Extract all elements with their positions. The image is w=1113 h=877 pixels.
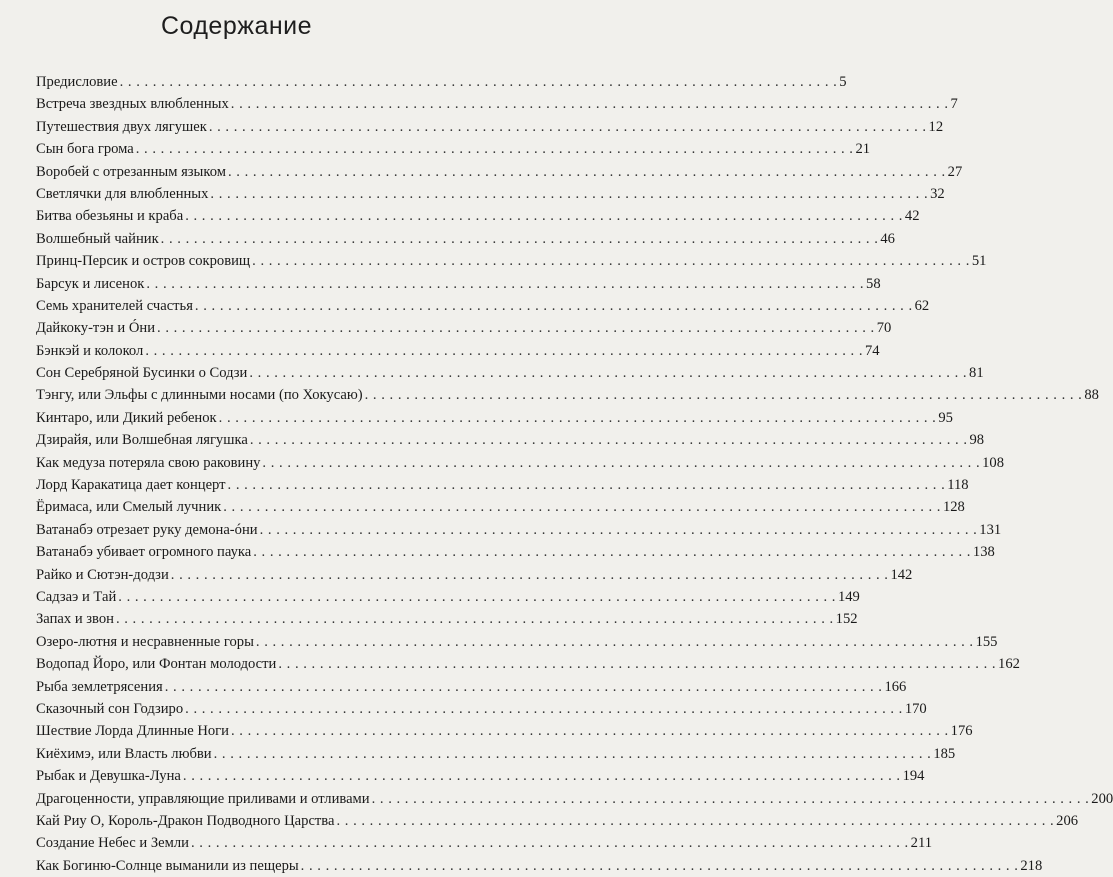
toc-entry-title: Кинтаро, или Дикий ребенок: [36, 409, 217, 426]
toc-entry-page-number: 131: [979, 521, 1002, 538]
dot-leader: [231, 93, 949, 115]
toc-entry: [36, 384, 1099, 406]
toc-entry-title: Как Богиню-Солнце выманили из пещеры: [36, 857, 299, 874]
toc-entry-title: Предисловие: [36, 74, 118, 90]
toc-entry: [36, 653, 1020, 675]
toc-entry-title: Волшебный чайник: [36, 230, 159, 247]
dot-leader: [145, 340, 863, 362]
toc-entry-page-number: 185: [933, 745, 956, 762]
toc-entry: [36, 496, 965, 518]
toc-entry: [36, 161, 963, 183]
toc-entry-page-number: 166: [884, 678, 907, 695]
toc-entry-page-number: 51: [971, 253, 987, 270]
table-of-contents: [36, 71, 1113, 877]
dot-leader: [249, 362, 967, 384]
toc-entry-title: Дзирайя, или Волшебная лягушка: [36, 432, 248, 449]
page-title: Содержание: [160, 12, 313, 40]
toc-entry-title: Светлячки для влюбленных: [36, 185, 209, 202]
toc-entry-page-number: 12: [928, 118, 944, 135]
toc-entry: [36, 362, 984, 384]
toc-entry-title: Принц-Персик и остров сокровищ: [36, 253, 251, 270]
toc-entry-title: Озеро-лютня и несравненные горы: [36, 633, 254, 650]
toc-entry: [36, 228, 895, 250]
toc-entry: [36, 564, 913, 586]
toc-entry: [36, 452, 1004, 474]
dot-leader: [231, 720, 949, 742]
toc-entry-title: Встреча звездных влюбленных: [36, 96, 229, 113]
toc-entry: [36, 71, 847, 93]
toc-entry-page-number: 81: [969, 365, 984, 382]
toc-entry-page-number: 74: [865, 342, 880, 359]
dot-leader: [219, 407, 937, 429]
dot-leader: [223, 496, 941, 518]
toc-entry-title: Ватанабэ убивает огромного паука: [36, 544, 252, 561]
toc-entry-title: Ёримаса, или Смелый лучник: [36, 499, 222, 516]
toc-entry-title: Запах и звон: [36, 611, 114, 628]
dot-leader: [183, 765, 901, 787]
toc-entry: [36, 832, 933, 854]
toc-entry: [36, 205, 920, 227]
toc-entry-page-number: 176: [950, 723, 973, 740]
toc-entry-page-number: 70: [876, 320, 892, 337]
toc-entry-title: Лорд Каракатица дает концерт: [36, 477, 226, 494]
dot-leader: [136, 138, 854, 160]
toc-entry: [36, 608, 858, 630]
toc-entry-page-number: 138: [972, 544, 995, 561]
dot-leader: [165, 676, 883, 698]
toc-entry: [36, 765, 925, 787]
toc-entry-title: Битва обезьяны и краба: [36, 208, 184, 225]
dot-leader: [210, 183, 928, 205]
toc-entry-page-number: 27: [947, 163, 963, 180]
toc-entry-page-number: 118: [947, 477, 969, 494]
dot-leader: [161, 228, 879, 250]
toc-entry: [36, 855, 1043, 877]
dot-leader: [252, 250, 970, 272]
toc-entry: [36, 541, 995, 563]
dot-leader: [191, 832, 909, 854]
dot-leader: [262, 452, 980, 474]
toc-entry: [36, 273, 881, 295]
dot-leader: [214, 743, 932, 765]
dot-leader: [146, 273, 864, 295]
toc-entry: [36, 250, 987, 272]
toc-entry-page-number: 21: [855, 141, 871, 158]
toc-entry: [36, 317, 892, 339]
toc-entry-page-number: 58: [866, 275, 881, 292]
toc-entry-title: Создание Небес и Земли: [36, 835, 189, 852]
toc-entry: [36, 698, 927, 720]
toc-entry-page-number: 170: [904, 700, 927, 717]
toc-entry-page-number: 200: [1091, 790, 1113, 807]
toc-entry-title: Рыбак и Девушка-Луна: [36, 768, 181, 785]
toc-entry-page-number: 152: [835, 611, 858, 628]
toc-entry: [36, 138, 871, 160]
dot-leader: [195, 295, 913, 317]
toc-entry-title: Бэнкэй и колокол: [36, 342, 144, 359]
toc-entry-title: Ватанабэ отрезает руку демона-óни: [36, 521, 258, 538]
toc-entry-title: Как медуза потеряла свою раковину: [36, 454, 261, 471]
toc-entry-title: Семь хранителей счастья: [36, 297, 193, 314]
toc-entry-page-number: 42: [904, 208, 920, 225]
dot-leader: [278, 653, 996, 675]
dot-leader: [260, 519, 978, 541]
toc-entry-page-number: 142: [890, 566, 913, 583]
toc-entry-title: Шествие Лорда Длинные Ноги: [36, 723, 229, 740]
dot-leader: [185, 205, 903, 227]
toc-entry: [36, 429, 985, 451]
toc-entry: [36, 788, 1113, 810]
toc-entry: [36, 116, 944, 138]
toc-entry-page-number: 98: [969, 432, 985, 449]
toc-entry-title: Путешествия двух лягушек: [36, 118, 207, 135]
toc-entry-title: Барсук и лисенок: [36, 275, 145, 292]
toc-entry-page-number: 32: [930, 185, 945, 202]
toc-entry-page-number: 194: [902, 768, 925, 785]
toc-entry-title: Сон Серебряной Бусинки о Содзи: [36, 365, 248, 382]
toc-entry-page-number: 128: [942, 499, 965, 516]
toc-entry: [36, 407, 953, 429]
toc-entry-page-number: 149: [837, 588, 860, 605]
dot-leader: [365, 384, 1083, 406]
dot-leader: [120, 71, 838, 93]
toc-entry-page-number: 88: [1084, 387, 1099, 404]
toc-entry-page-number: 162: [998, 656, 1020, 673]
dot-leader: [118, 586, 836, 608]
toc-entry-page-number: 155: [975, 633, 998, 650]
dot-leader: [256, 631, 974, 653]
toc-entry-page-number: 108: [982, 454, 1004, 471]
dot-leader: [336, 810, 1054, 832]
toc-entry-title: Тэнгу, или Эльфы с длинными носами (по Хокусаю): [36, 387, 363, 404]
toc-entry-title: Водопад Йоро, или Фонтан молодости: [36, 656, 277, 673]
toc-entry-title: Райко и Сютэн-додзи: [36, 566, 169, 583]
toc-entry: [36, 631, 998, 653]
dot-leader: [185, 698, 903, 720]
toc-entry-page-number: 62: [914, 297, 930, 314]
toc-entry-title: Дайкоку-тэн и Óни: [36, 320, 156, 337]
dot-leader: [157, 317, 875, 339]
toc-entry: [36, 743, 956, 765]
toc-entry: [36, 720, 973, 742]
toc-entry-page-number: 5: [839, 74, 847, 90]
toc-entry-page-number: 46: [880, 230, 895, 247]
toc-entry-title: Садзаэ и Тай: [36, 588, 117, 605]
toc-entry-title: Кай Риу О, Король-Дракон Подводного Царства: [36, 812, 335, 829]
toc-entry-title: Драгоценности, управляющие приливами и отливами: [36, 790, 370, 807]
toc-entry-title: Воробей с отрезанным языком: [36, 163, 226, 180]
toc-entry: [36, 676, 907, 698]
toc-entry-page-number: 95: [938, 409, 953, 426]
dot-leader: [228, 474, 946, 496]
dot-leader: [250, 429, 968, 451]
toc-entry-title: Сказочный сон Годзиро: [36, 700, 184, 717]
toc-entry-page-number: 206: [1056, 812, 1079, 829]
toc-entry-title: Киёхимэ, или Власть любви: [36, 745, 212, 762]
dot-leader: [116, 608, 834, 630]
dot-leader: [228, 161, 946, 183]
toc-entry-title: Сын бога грома: [36, 141, 134, 158]
toc-entry: [36, 810, 1079, 832]
dot-leader: [301, 855, 1019, 877]
dot-leader: [372, 788, 1090, 810]
toc-entry: [36, 519, 1002, 541]
dot-leader: [209, 116, 927, 138]
toc-entry: [36, 183, 945, 205]
toc-entry: [36, 340, 880, 362]
toc-entry-title: Рыба землетрясения: [36, 678, 163, 695]
toc-entry-page-number: 218: [1020, 857, 1043, 874]
toc-entry-page-number: 211: [910, 835, 933, 852]
toc-entry: [36, 93, 958, 115]
dot-leader: [253, 541, 971, 563]
dot-leader: [171, 564, 889, 586]
toc-entry: [36, 586, 860, 608]
toc-entry: [36, 474, 969, 496]
toc-entry: [36, 295, 930, 317]
toc-entry-page-number: 7: [950, 96, 958, 113]
